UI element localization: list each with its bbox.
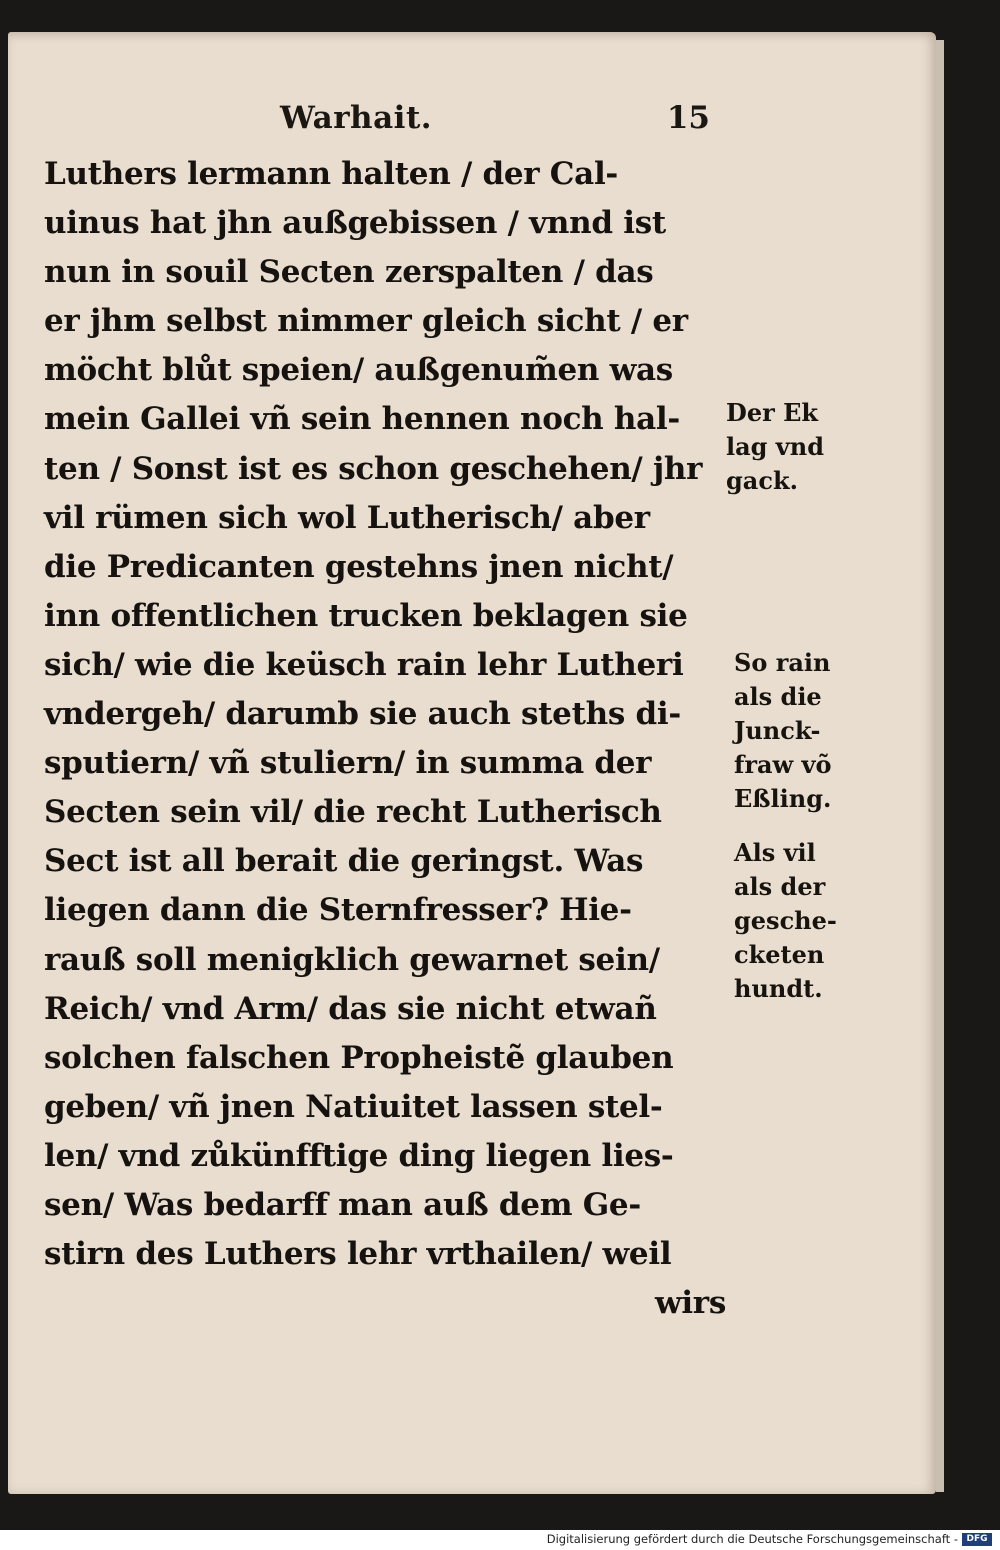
marginal-line: cketen xyxy=(734,940,825,969)
text-line: Luthers lermann halten / der Cal- xyxy=(44,156,618,192)
text-line: inn offentlichen trucken beklagen sie xyxy=(44,597,688,634)
body-text xyxy=(44,150,734,1328)
running-head: Warhait. xyxy=(280,100,433,136)
marginal-line: Der Ek xyxy=(726,398,819,427)
marginal-note xyxy=(726,396,824,498)
text-line: nun in souil Secten zerspalten / das xyxy=(44,254,654,291)
text-line: geben/ vñ jnen Natiuitet lassen stel- xyxy=(44,1088,663,1125)
text-line: solchen falschen Propheistẽ glauben xyxy=(44,1039,674,1076)
text-line: sen/ Was bedarff man auß dem Ge- xyxy=(44,1186,641,1223)
marginal-line: lag vnd xyxy=(726,432,824,461)
marginal-line: Eßling. xyxy=(734,784,832,813)
text-line: rauß soll menigklich gewarnet sein/ xyxy=(44,941,660,978)
marginal-note xyxy=(734,646,832,816)
marginal-line: gack. xyxy=(726,466,798,495)
funding-credit: Digitalisierung gefördert durch die Deutsche Forschungsgemeinschaft - xyxy=(546,1532,958,1546)
page-number: 15 xyxy=(666,100,710,136)
footer-bar xyxy=(0,1530,1000,1550)
page-edge xyxy=(936,40,944,1492)
catchword: wirs xyxy=(654,1285,726,1322)
marginal-line: als die xyxy=(734,682,822,711)
marginal-line: gesche- xyxy=(734,906,837,935)
text-line: möcht blůt speien/ außgenum̃en was xyxy=(44,352,673,389)
text-line: mein Gallei vñ sein hennen noch hal- xyxy=(44,401,680,438)
text-line: sputiern/ vñ stuliern/ in summa der xyxy=(44,745,652,782)
text-line: stirn des Luthers lehr vrthailen/ weil xyxy=(44,1236,672,1273)
page-header xyxy=(280,100,710,144)
text-line: len/ vnd zůkünfftige ding liegen lies- xyxy=(44,1137,674,1174)
text-line: Sect ist all berait die geringst. Was xyxy=(44,843,644,880)
marginal-line: fraw võ xyxy=(734,750,832,779)
text-line: vil rümen sich wol Lutherisch/ aber xyxy=(44,499,650,536)
text-line: Reich/ vnd Arm/ das sie nicht etwañ xyxy=(44,990,657,1027)
marginal-line: Als vil xyxy=(734,838,816,867)
text-line: vndergeh/ darumb sie auch steths di- xyxy=(44,696,681,733)
text-line: die Predicanten gestehns jnen nicht/ xyxy=(44,548,674,585)
marginal-line: Junck- xyxy=(734,716,821,745)
text-line: er jhm selbst nimmer gleich sicht / er xyxy=(44,303,688,340)
marginal-line: hundt. xyxy=(734,974,823,1003)
text-line: uinus hat jhn außgebissen / vnnd ist xyxy=(44,205,666,242)
text-line: ten / Sonst ist es schon geschehen/ jhr xyxy=(44,450,703,487)
marginal-line: So rain xyxy=(734,648,831,677)
dfg-logo: DFG xyxy=(962,1533,992,1546)
text-line: sich/ wie die keüsch rain lehr Lutheri xyxy=(44,646,684,683)
marginal-note xyxy=(734,836,837,1006)
text-line: Secten sein vil/ die recht Lutherisch xyxy=(44,794,662,831)
marginal-line: als der xyxy=(734,872,826,901)
text-line: liegen dann die Sternfresser? Hie- xyxy=(44,892,632,929)
